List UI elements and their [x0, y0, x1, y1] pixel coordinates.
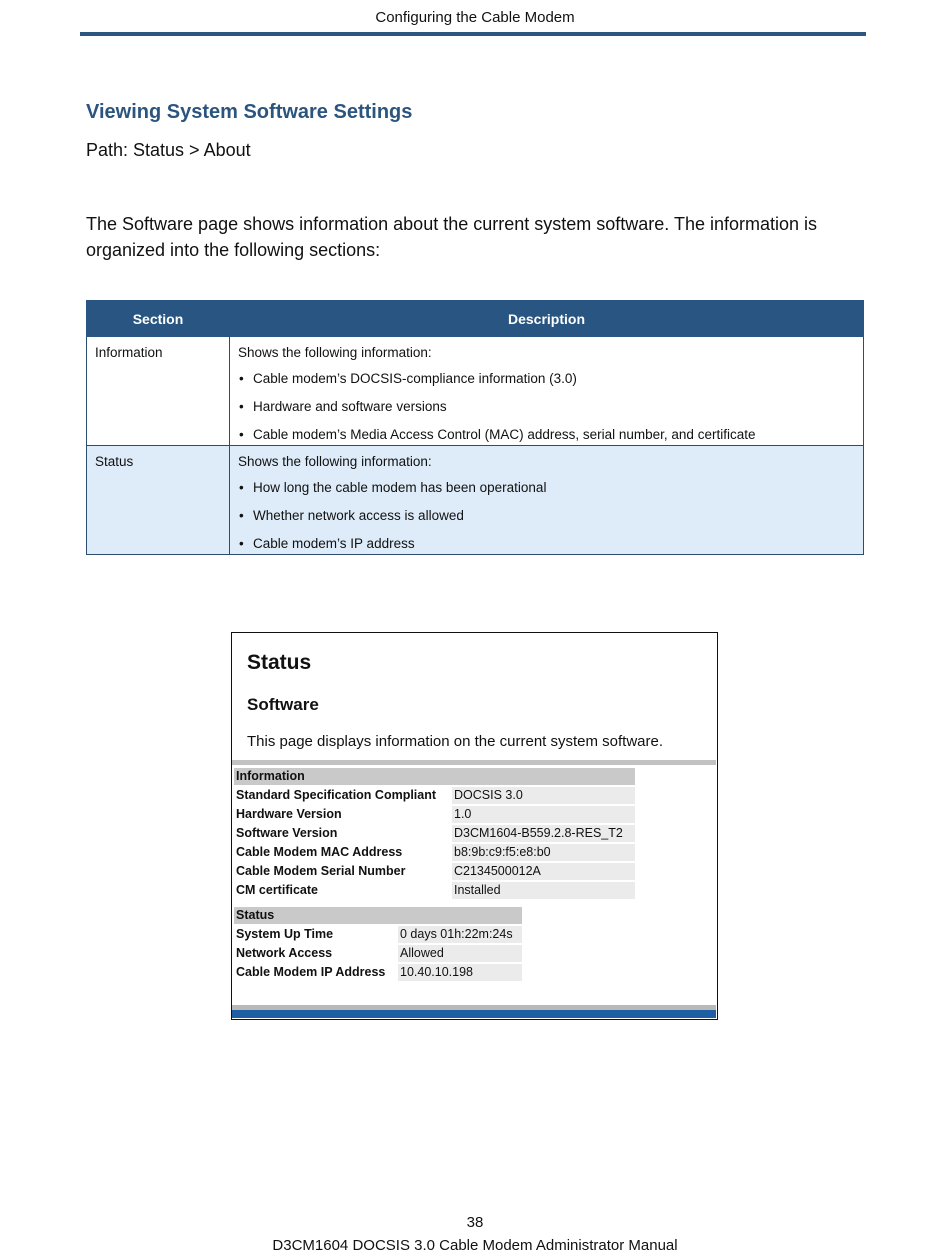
- manual-title: D3CM1604 DOCSIS 3.0 Cable Modem Administrator Manual: [272, 1237, 678, 1254]
- screenshot-divider: [232, 760, 716, 765]
- table-row: [234, 964, 522, 981]
- table-row: [234, 825, 635, 842]
- bullet-list: [238, 371, 855, 443]
- bullet-item: • Whether network access is allowed: [238, 508, 855, 524]
- bullet-item: • Cable modem’s DOCSIS-compliance information (3.0): [238, 371, 855, 387]
- info-label: Standard Specification Compliant: [236, 788, 437, 802]
- info-value: C2134500012A: [452, 863, 635, 880]
- table-row: [234, 787, 635, 804]
- section-title: Viewing System Software Settings: [86, 101, 413, 123]
- description-cell: [230, 446, 864, 555]
- description-lead: Shows the following information:: [238, 454, 432, 469]
- sections-table: [86, 300, 864, 555]
- information-heading: Information: [234, 768, 635, 785]
- table-row: [234, 882, 635, 899]
- info-label: Software Version: [236, 826, 338, 840]
- screenshot-title: Status: [247, 651, 312, 674]
- bullet-list: [238, 480, 855, 552]
- table-row: [87, 446, 864, 555]
- description-cell: [230, 337, 864, 446]
- navigation-path: Path: Status > About: [86, 140, 251, 160]
- status-value: 0 days 01h:22m:24s: [398, 926, 522, 943]
- table-row: [234, 863, 635, 880]
- table-row: [87, 337, 864, 446]
- screenshot-description: This page displays information on the current system software.: [247, 733, 664, 750]
- info-label: CM certificate: [236, 883, 318, 897]
- status-label: Cable Modem IP Address: [236, 965, 386, 979]
- bullet-item: • Cable modem’s IP address: [238, 536, 855, 552]
- status-heading-row: [234, 907, 522, 924]
- info-value: b8:9b:c9:f5:e8:b0: [452, 844, 635, 861]
- bullet-item: • How long the cable modem has been operational: [238, 480, 855, 496]
- section-cell: Status: [87, 446, 230, 555]
- status-value: 10.40.10.198: [398, 964, 522, 981]
- information-heading-row: [234, 768, 635, 785]
- intro-paragraph: The Software page shows information about the current system software. The information is organized into the following sections:: [86, 214, 818, 260]
- software-page-screenshot: [231, 632, 718, 1020]
- status-heading: Status: [234, 907, 522, 924]
- table-header-row: [87, 301, 864, 337]
- status-label: System Up Time: [236, 927, 334, 941]
- status-label: Network Access: [236, 946, 333, 960]
- column-header-description: Description: [230, 301, 864, 337]
- info-value: 1.0: [452, 806, 635, 823]
- running-header: Configuring the Cable Modem: [375, 9, 575, 26]
- page-number: 38: [466, 1214, 484, 1231]
- info-value: D3CM1604-B559.2.8-RES_T2: [452, 825, 635, 842]
- table-row: [234, 806, 635, 823]
- section-cell: Information: [87, 337, 230, 446]
- column-header-section: Section: [87, 301, 230, 337]
- info-value: DOCSIS 3.0: [452, 787, 635, 804]
- status-table: [234, 905, 522, 983]
- screenshot-footer-bar: [232, 1010, 716, 1018]
- information-table: [234, 766, 635, 901]
- status-value: Allowed: [398, 945, 522, 962]
- info-value: Installed: [452, 882, 635, 899]
- bullet-item: • Hardware and software versions: [238, 399, 855, 415]
- screenshot-subtitle: Software: [247, 695, 319, 714]
- table-row: [234, 844, 635, 861]
- bullet-item: • Cable modem’s Media Access Control (MAC) address, serial number, and certificate: [238, 427, 855, 443]
- header-rule: [80, 32, 866, 36]
- info-label: Cable Modem MAC Address: [236, 845, 403, 859]
- info-label: Hardware Version: [236, 807, 342, 821]
- description-lead: Shows the following information:: [238, 345, 432, 360]
- info-label: Cable Modem Serial Number: [236, 864, 406, 878]
- table-row: [234, 945, 522, 962]
- table-row: [234, 926, 522, 943]
